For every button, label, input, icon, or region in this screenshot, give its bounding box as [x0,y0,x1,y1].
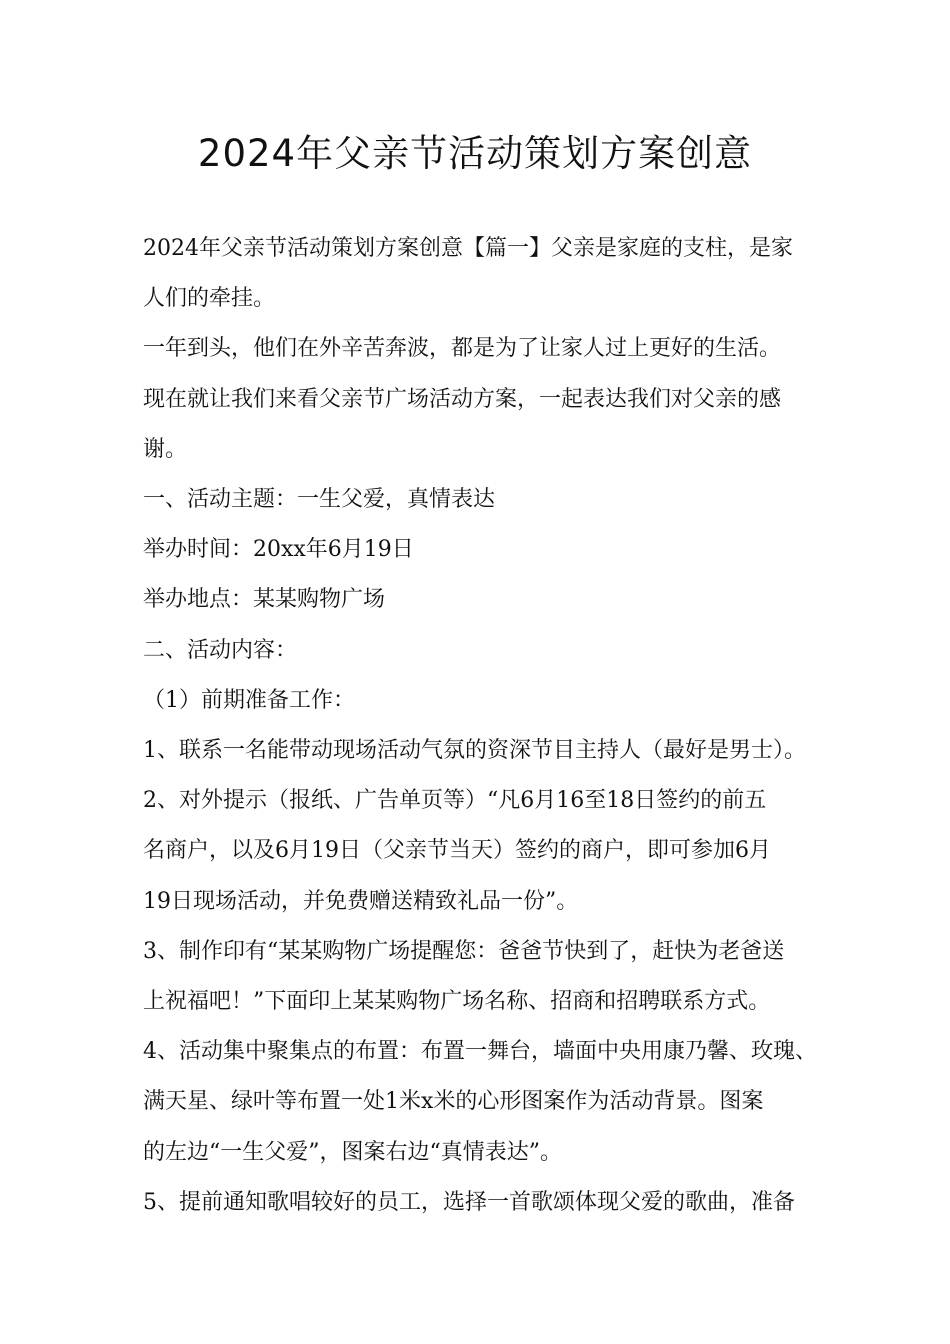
text-line: 2024年父亲节活动策划方案创意【篇一】父亲是家庭的支柱，是家 [143,236,793,261]
text-line: 举办时间：20xx年6月19日 [143,537,414,563]
list-item: 5、提前通知歌唱较好的员工，选择一首歌颂体现父爱的歌曲，准备 [143,1189,795,1215]
text-line: 现在就让我们来看父亲节广场活动方案，一起表达我们对父亲的感 [143,386,782,412]
list-item: 2、对外提示（报纸、广告单页等）“凡6月16至18日签约的前五 [143,788,767,814]
section-heading: 二、活动内容： [143,637,298,663]
text-line: 一年到头，他们在外辛苦奔波，都是为了让家人过上更好的生活。 [143,336,782,362]
text-line: 举办地点：某某购物广场 [143,587,386,613]
text-line: 满天星、绿叶等布置一处1米x米的心形图案作为活动背景。图案 [143,1089,764,1115]
list-item: 1、联系一名能带动现场活动气氛的资深节目主持人（最好是男士）。 [143,738,806,764]
list-item: 3、制作印有“某某购物广场提醒您：爸爸节快到了，赶快为老爸送 [143,938,785,964]
list-item: 4、活动集中聚集点的布置：布置一舞台，墙面中央用康乃馨、玫瑰、 [143,1039,817,1065]
text-line: 谢。 [143,436,188,462]
subsection-heading: （1）前期准备工作： [143,687,355,713]
text-line: 上祝福吧！”下面印上某某购物广场名称、招商和招聘联系方式。 [143,989,771,1015]
text-line: 的左边“一生父爱”，图案右边“真情表达”。 [143,1139,562,1165]
text-line: 19日现场活动，并免费赠送精致礼品一份”。 [143,888,579,914]
section-heading: 一、活动主题：一生父爱，真情表达 [143,487,496,513]
document-title: 2024年父亲节活动策划方案创意 [197,132,753,175]
text-line: 人们的牵挂。 [143,286,276,312]
text-line: 名商户，以及6月19日（父亲节当天）签约的商户，即可参加6月 [143,838,771,864]
document-body [143,224,833,1228]
